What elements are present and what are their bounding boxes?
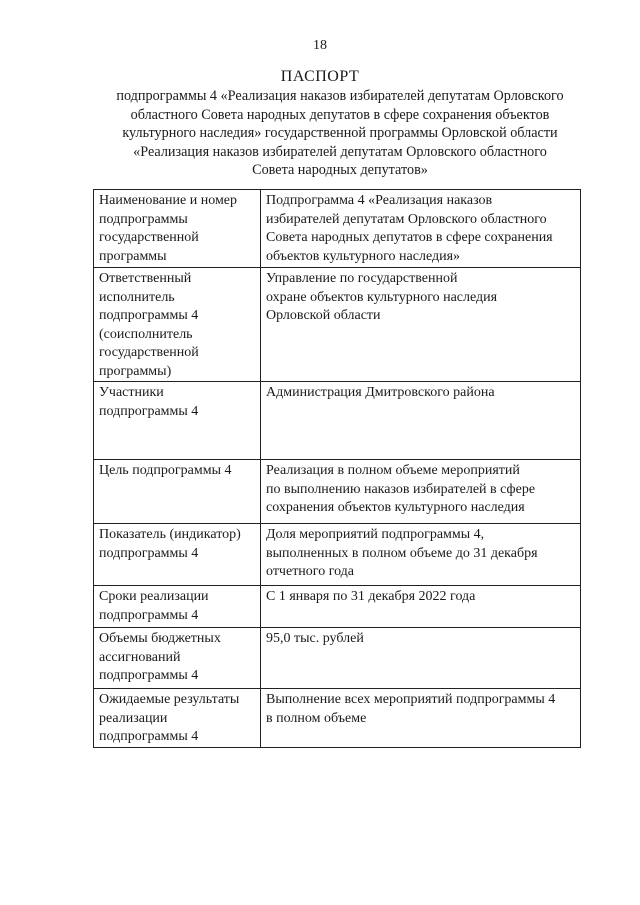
row-label-cell: [94, 586, 261, 628]
label-line: программы: [99, 248, 167, 264]
value-line: сохранения объектов культурного наследия: [266, 500, 525, 515]
row-label-cell: [94, 689, 261, 748]
subtitle-line: культурного наследия» государственной программы Орловской области: [122, 125, 558, 141]
row-value-cell: [261, 628, 581, 689]
label-line: ассигнований: [99, 649, 181, 665]
row-label-cell: [94, 382, 261, 460]
passport-table: [93, 189, 581, 748]
row-label-cell: [94, 460, 261, 524]
row-label-cell: [94, 628, 261, 689]
row-value-cell: [261, 689, 581, 748]
table-row: [94, 586, 581, 628]
row-value-cell: [261, 460, 581, 524]
table-row: [94, 460, 581, 524]
value-line: Орловской области: [266, 308, 381, 323]
label-line: Ответственный: [99, 271, 192, 286]
label-line: Ожидаемые результаты: [99, 692, 240, 707]
table-row: [94, 689, 581, 748]
row-value-cell: [261, 268, 581, 382]
value-line: Управление по государственной: [266, 271, 458, 286]
value-line: Подпрограмма 4 «Реализация наказов: [266, 193, 493, 208]
value-line: по выполнению наказов избирателей в сфере: [266, 481, 536, 497]
label-line: Наименование и номер: [99, 193, 238, 208]
row-value-cell: [261, 524, 581, 586]
subtitle-line: «Реализация наказов избирателей депутатам Орловского областного: [133, 143, 547, 160]
label-line: государственной: [99, 345, 199, 360]
value-line: Совета народных депутатов в сфере сохранения: [266, 230, 553, 245]
label-line: подпрограммы 4: [99, 308, 199, 323]
label-line: Участники: [99, 385, 164, 400]
label-line: государственной: [99, 230, 199, 245]
label-line: программы): [99, 363, 172, 379]
value-line: выполненных в полном объеме до 31 декабря: [266, 545, 538, 561]
value-line: избирателей депутатам Орловского областного: [266, 211, 547, 227]
label-line: Объемы бюджетных: [99, 631, 221, 646]
page-number: 18: [313, 38, 327, 53]
label-line: подпрограммы 4: [99, 729, 199, 744]
label-line: Показатель (индикатор): [99, 527, 241, 542]
document-subtitle: [90, 87, 590, 180]
label-line: подпрограммы 4: [99, 545, 199, 561]
label-line: Сроки реализации: [99, 589, 209, 604]
row-value-cell: [261, 382, 581, 460]
value-line: 95,0 тыс. рублей: [266, 631, 364, 646]
document-title: ПАСПОРТ: [280, 68, 360, 85]
value-line: в полном объеме: [266, 710, 367, 726]
value-line: охране объектов культурного наследия: [266, 289, 498, 305]
label-line: (соисполнитель: [99, 326, 193, 342]
row-label-cell: [94, 268, 261, 382]
value-line: Реализация в полном объеме мероприятий: [266, 463, 520, 478]
subtitle-line: Совета народных депутатов»: [252, 162, 428, 178]
row-label-cell: [94, 190, 261, 268]
value-line: Администрация Дмитровского района: [266, 385, 495, 400]
label-line: Цель подпрограммы 4: [99, 463, 232, 478]
label-line: исполнитель: [99, 289, 175, 305]
label-line: подпрограммы: [99, 211, 188, 227]
table-row: [94, 524, 581, 586]
row-value-cell: [261, 190, 581, 268]
label-line: подпрограммы 4: [99, 607, 199, 623]
table-row: [94, 190, 581, 268]
table-row: [94, 382, 581, 460]
value-line: Выполнение всех мероприятий подпрограммы 4: [266, 692, 556, 707]
subtitle-line: подпрограммы 4 «Реализация наказов избирателей депутатам Орловского: [116, 88, 564, 104]
label-line: реализации: [99, 710, 168, 726]
label-line: подпрограммы 4: [99, 668, 199, 683]
row-value-cell: [261, 586, 581, 628]
table-row: [94, 628, 581, 689]
value-line: Доля мероприятий подпрограммы 4,: [266, 527, 485, 542]
value-line: объектов культурного наследия»: [266, 248, 461, 264]
label-line: подпрограммы 4: [99, 403, 199, 419]
value-line: отчетного года: [266, 564, 355, 579]
value-line: С 1 января по 31 декабря 2022 года: [266, 589, 476, 604]
table-row: [94, 268, 581, 382]
subtitle-line: областного Совета народных депутатов в сфере сохранения объектов: [130, 106, 550, 123]
row-label-cell: [94, 524, 261, 586]
